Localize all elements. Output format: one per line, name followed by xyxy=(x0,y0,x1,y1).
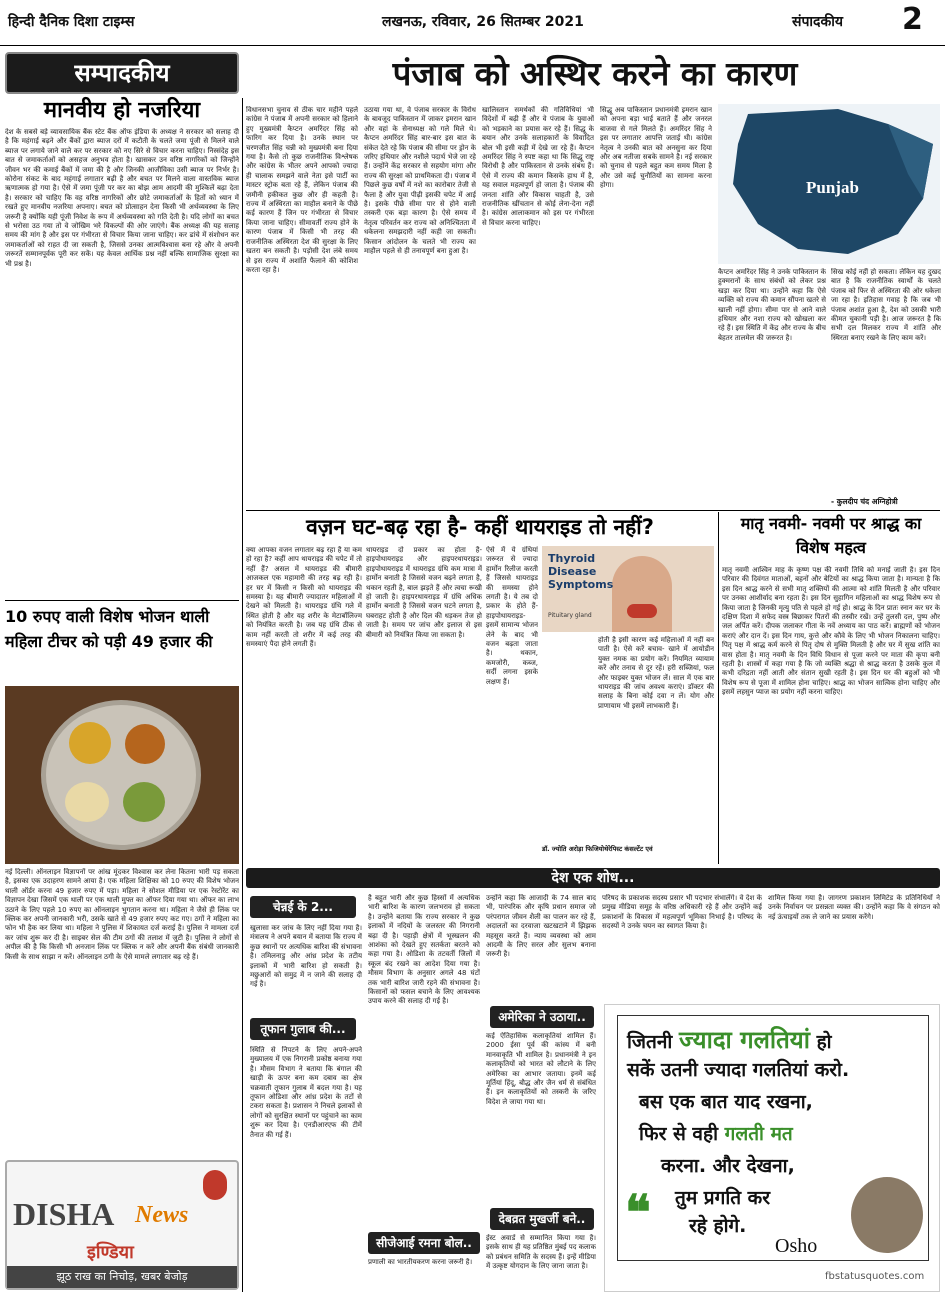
logo-main: DISHA xyxy=(13,1196,115,1232)
chennai-body: खुलासा कर जांच के लिए नहीं दिया गया है। मंत्रालय ने अपने बयान में बताया कि राज्य में कुछ स्थानों पर अत्यधिक बारिश की संभावना है। तमिलनाडु और आंध्र प्रदेश के तटीय इलाकों में भारी बारिश हो सकती है। मछुआरों को समुद्र में न जाने की सलाह दी गई है। xyxy=(250,924,362,989)
pm-body: उन्होंने कहा कि आजादी के 74 साल बाद भी, पारंपरिक और कृषि प्रधान समाज जो परंपरागत जीवन शैली का पालन कर रहे हैं, अदालतों का दरवाजा खटखटाने में झिझक महसूस करते हैं। न्याय व्यवस्था को आम आदमी के लिए सरल और सुलभ बनाना जरूरी है। xyxy=(486,894,596,959)
thyroid-col-2: थायराइड दो प्रकार का होता है- हाइपोथायराइड और हाइपरथायराइड। हाइपोथायराइड में थायराइड ग्रंथि कम मात्रा में हार्मोन बनाती है जिससे वजन बढ़ने लगता है, थकान रहती है, बाल झड़ते हैं और त्वचा रूखी हो जाती है। हाइपरथायराइड में ग्रंथि अधिक हार्मोन बनाती है जिससे वजन घटने लगता है, घबराहट होती है और दिल की धड़कन तेज हो जाती है। समय पर जांच और इलाज से इस बीमारी को नियंत्रित किया जा सकता है। xyxy=(366,546,482,639)
gulab-headline: तूफान गुलाब की... xyxy=(250,1018,356,1040)
quote-line-7: रहे होगे. xyxy=(689,1215,747,1237)
punjab-col-4: सिद्धू अब पाकिस्तान प्रधानमंत्री इमरान खान को अपना बड़ा भाई बताते हैं और जनरल बाजवा से गले मिलते हैं। अमरिंदर सिंह ने इस पर लगातार आपत्ति जताई थी। कांग्रेस नेतृत्व ने उनकी बात को अनसुना कर दिया और अब नतीजा सबके सामने है। नई सरकार को चुनाव से पहले बहुत कम समय मिला है और उसे कई चुनौतियों का सामना करना होगा। xyxy=(600,106,712,190)
quote-card xyxy=(604,1004,940,1292)
section-label: संपादकीय xyxy=(792,14,843,30)
thyroid-col-4: होती है इसी कारण कई महिलाओं में नहीं बन पाती है। ऐसे करें बचाव- खाने में आयोडीन युक्त नमक का प्रयोग करें। नियमित व्यायाम करें और तनाव से दूर रहें। हरी सब्जियां, फल और फाइबर युक्त भोजन लें। साल में एक बार थायराइड की जांच अवश्य कराएं। डॉक्टर की सलाह के बिना कोई दवा न लें। योग और प्राणायाम भी इसमें लाभकारी हैं। xyxy=(598,636,714,710)
ramana-headline: सीजेआई रमना बोल.. xyxy=(368,1232,480,1254)
punjab-map xyxy=(718,104,940,264)
rule-v-2 xyxy=(718,512,719,864)
thyroid-gland-shape xyxy=(627,604,657,618)
editorial-banner: सम्पादकीय xyxy=(5,52,239,94)
bowl-2 xyxy=(125,724,165,764)
quote-word-1c: हो xyxy=(816,1031,832,1053)
punjab-col-6: सिख कोई नहीं हो सकता। लेकिन यह दुखद बात है कि राजनीतिक स्वार्थों के चलते पंजाब को फिर से अस्थिरता की ओर धकेला जा रहा है। इतिहास गवाह है कि जब भी पंजाब अशांत हुआ है, देश को उसकी भारी कीमत चुकानी पड़ी है। आज जरूरत है कि सभी दल मिलकर राज्य में शांति और स्थिरता बनाए रखने के लिए काम करें। xyxy=(831,268,941,342)
rule-v-1 xyxy=(242,98,243,1292)
masthead xyxy=(0,0,945,46)
thyroid-headline: वज़न घट-बढ़ रहा है- कहीं थायराइड तो नहीं? xyxy=(306,515,654,539)
bowl-4 xyxy=(123,782,165,822)
thyroid-col-1: क्या आपका वजन लगातार बढ़ रहा है या कम हो रहा है? कहीं आप थायराइड की चपेट में तो नहीं हैं? असल में थायराइड की बीमारी आजकल एक महामारी की तरह बढ़ रही है। हर घर में किसी न किसी को थायराइड की समस्या है। यह बीमारी ज्यादातर महिलाओं में देखने को मिलती है। थायराइड ग्रंथि गले में स्थित होती है और यह शरीर के मेटाबॉलिज्म को नियंत्रित करती है। जब यह ग्रंथि ठीक से काम नहीं करती तो शरीर में कई तरह की समस्याएं पैदा होने लगती हैं। xyxy=(246,546,362,649)
mic-icon xyxy=(203,1170,227,1200)
quote-line-2: सकें उतनी ज्यादा गलतियां करो. xyxy=(627,1059,850,1081)
logo-brand: News xyxy=(135,1202,189,1228)
quote-author: Osho xyxy=(775,1235,818,1257)
gulab-body: स्थिति से निपटने के लिए अपने-अपने मुख्यालय में एक निगरानी प्रकोष्ठ बनाया गया है। मौसम विभाग ने बताया कि बंगाल की खाड़ी के ऊपर बना कम दबाव का क्षेत्र चक्रवाती तूफान गुलाब में बदल गया है। यह तूफान ओडिशा और आंध्र प्रदेश के तटों से टकरा सकता है। प्रशासन ने निचले इलाकों से लोगों को सुरक्षित स्थानों पर पहुंचाने का काम शुरू कर दिया है। एनडीआरएफ की टीमें तैनात की गई हैं। xyxy=(250,1046,362,1139)
navami-body: मातृ नवमी आश्विन माह के कृष्ण पक्ष की नवमी तिथि को मनाई जाती है। इस दिन परिवार की दिवंगत माताओं, बहनों और बेटियों का श्राद्ध किया जाता है। मान्यता है कि इस दिन श्राद्ध करने से सभी मातृ शक्तियों की आत्मा को शांति मिलती है और परिवार पर उनका आशीर्वाद बना रहता है। इस दिन सुहागिन महिलाओं का श्राद्ध विशेष रूप से किया जाता है जिनकी मृत्यु पति से पहले हो गई हो। श्राद्ध के दिन प्रातः स्नान कर घर के दक्षिण दिशा में सफेद वस्त्र बिछाकर पितरों की तस्वीर रखें। उन्हें तुलसी दल, पुष्प और जल अर्पित करें। दीपक जलाकर गीता के नवें अध्याय का पाठ करें। ब्राह्मणों को भोजन कराएं और दान दें। इस दिन गाय, कुत्ते और कौवे के लिए भी भोजन निकालना चाहिए। पितृ पक्ष में श्राद्ध कर्म करने से पितृ दोष से मुक्ति मिलती है और घर में सुख शांति का वास होता है। मातृ नवमी के दिन विधि विधान से पूजा करने पर माता की कृपा बनी रहती है। शास्त्रों में कहा गया है कि जो व्यक्ति श्रद्धा से श्राद्ध करता है उसके कुल में कभी दरिद्रता नहीं आती और संतान सुखी रहती है। इस दिन घर की बहुओं को भी विशेष रूप से पूजा में शामिल होना चाहिए। श्राद्ध का भोजन सात्विक होना चाहिए और इसमें लहसुन प्याज का प्रयोग नहीं करना चाहिए। xyxy=(722,566,940,697)
bowl-1 xyxy=(69,722,111,764)
logo-sub: इण्डिया xyxy=(87,1242,134,1263)
quote-word-4a: फिर से वही xyxy=(639,1123,718,1145)
logo-tagline: झूठ राख का निचोड़, खबर बेजोड़ xyxy=(7,1266,237,1288)
brief-bar xyxy=(246,868,940,888)
thyroid-image-title: Thyroid Disease Symptoms xyxy=(548,552,614,591)
brief-bar-title: देश एक शोध... xyxy=(551,870,635,886)
paper-name: हिन्दी दैनिक दिशा टाइम्स xyxy=(8,14,135,30)
punjab-col-5: कैप्टन अमरिंदर सिंह ने उनके पाकिस्तान के हुक्मरानों के साथ संबंधों को लेकर प्रश्न खड़ा कर दिया था। उन्होंने कहा कि ऐसे व्यक्ति को राज्य की कमान सौंपना खतरे से खाली नहीं होगा। सीमा पार से आने वाले हथियार और नशा राज्य को खोखला कर रहे हैं। इस स्थिति में केंद्र और राज्य के बीच बेहतर तालमेल की जरूरत है। xyxy=(718,268,826,342)
media-body: परिषद के प्रकाशक सदस्य प्रसार भी पदभार संभालेंगे। वे देश के प्रमुख मीडिया समूह के वरिष्ठ अधिकारी रहे हैं और उन्होंने कई प्रकाशनों के विकास में महत्वपूर्ण भूमिका निभाई है। परिषद के सदस्यों ने उनके चयन का स्वागत किया है। xyxy=(602,894,762,931)
ramana-body: प्रणाली का भारतीयकरण करना जरूरी है। xyxy=(368,1258,473,1266)
thali-plate-shape xyxy=(41,700,201,850)
quote-mark-icon: ❝ xyxy=(625,1187,651,1240)
bowl-3 xyxy=(65,782,109,822)
thali-headline: 10 रुपए वाली विशेष भोजन थाली महिला टीचर को पड़ी 49 हजार की xyxy=(5,607,213,651)
thali-body: नई दिल्ली। ऑनलाइन विज्ञापनों पर आंख मूंदकर विश्वास कर लेना कितना भारी पड़ सकता है, इसका एक उदाहरण सामने आया है। एक महिला शिक्षिका को 10 रुपए की विशेष भोजन थाली ऑर्डर करना 49 हजार रुपए में पड़ा। महिला ने सोशल मीडिया पर एक रेस्टोरेंट का विज्ञापन देखा जिसमें एक थाली पर एक थाली मुफ्त का ऑफर दिया गया था। ऑफर का लाभ उठाने के लिए पहले 10 रुपए का ऑनलाइन भुगतान करना था। महिला ने जैसे ही लिंक पर क्लिक कर अपनी जानकारी भरी, उसके खाते से 49 हजार रुपए कट गए। ठगों ने महिला का फोन भी हैक कर लिया था। महिला ने पुलिस में शिकायत दर्ज कराई है। पुलिस ने मामला दर्ज कर जांच शुरू कर दी है। साइबर सेल की टीम ठगों की तलाश में जुटी है। पुलिस ने लोगों से अपील की है कि किसी भी अनजान लिंक पर क्लिक न करें और अपनी बैंक संबंधी जानकारी किसी के साथ साझा न करें। ऑनलाइन ठगी के ऐसे मामले लगातार बढ़ रहे हैं। xyxy=(5,868,239,961)
punjab-col-2: उठाया गया था, वे पंजाब सरकार के विरोध के बावजूद पाकिस्तान में जाकर इमरान खान और वहां के सेनाध्यक्ष को गले मिले थे। कैप्टन अमरिंदर सिंह बार-बार इस बात के संकेत देते रहे कि पंजाब की सीमा पर ड्रोन के जरिए हथियार और नशीले पदार्थ भेजे जा रहे हैं। उन्होंने केंद्र सरकार से सहयोग मांगा और राज्य की सुरक्षा को प्राथमिकता दी। पंजाब में पिछले कुछ वर्षों में नशे का कारोबार तेजी से फैला है और युवा पीढ़ी इसकी चपेट में आई है। इसके पीछे सीमा पार से होने वाली तस्करी एक बड़ा कारण है। ऐसे समय में नेतृत्व परिवर्तन कर राज्य को अनिश्चितता में धकेलना समझदारी नहीं कही जा सकती। किसान आंदोलन के चलते भी राज्य का माहौल पहले से ही तनावपूर्ण बना हुआ है। xyxy=(364,106,476,256)
quote-word-4b: गलती मत xyxy=(724,1123,793,1145)
disha-news-logo xyxy=(5,1160,239,1290)
dateline: लखनऊ, रविवार, 26 सितम्बर 2021 xyxy=(382,14,584,30)
quote-line-6: तुम प्रगति कर xyxy=(675,1187,771,1209)
debabrata-body: ईस्ट अवार्ड से सम्मानित किया गया है। इसके साथ ही यह प्रतिष्ठित मुंबई पद कलाक को प्रबंधन समिति के सदस्य हैं। इन्हें मीडिया में उत्कृष्ट योगदान के लिए जाना जाता है। xyxy=(486,1234,596,1271)
pituitary-label: Pituitary gland xyxy=(548,612,592,619)
punjab-col-1: विधानसभा चुनाव से ठीक चार महीने पहले कांग्रेस ने पंजाब में अपनी सरकार को हिलाने हुए मुख्यमंत्री कैप्टन अमरिंदर सिंह को फारिग कर दिया है। उनके स्थान पर चरणजीत सिंह चन्नी को मुख्यमंत्री बना दिया गया है। कैसे तो कुछ राजनीतिक विश्लेषक और कांग्रेस के भीतर अपने आपको ज्यादा ही चालाक समझने वाले नेता इसे पार्टी का मास्टर स्ट्रोक बता रहे हैं, लेकिन पंजाब की जमीनी हकीकत कुछ और ही कहती है। राज्य में अस्थिरता का माहौल बनाने के पीछे कई कारण हैं जिन पर गंभीरता से विचार किया जाना चाहिए। सीमावर्ती राज्य होने के कारण पंजाब में किसी भी तरह की राजनीतिक अस्थिरता देश की सुरक्षा के लिए खतरा बन सकती है। पड़ोसी देश लंबे समय से इस राज्य में अशांति फैलाने की कोशिश करता रहा है। xyxy=(246,106,358,274)
quote-word-1b: ज्यादा गलतियां xyxy=(678,1026,810,1054)
punjab-col-3: खालिस्तान समर्थकों की गतिविधियां भी विदेशों में बढ़ी हैं और वे पंजाब के युवाओं को भड़काने का प्रयास कर रहे हैं। सिद्धू के बयान और उनके सलाहकारों के विवादित बोल भी इसी कड़ी में देखे जा रहे हैं। कैप्टन अमरिंदर सिंह ने स्पष्ट कहा था कि सिद्धू राष्ट्र विरोधी है और पाकिस्तान से उनके संबंध हैं। ऐसे में राज्य की कमान किसके हाथ में है, यह सवाल महत्वपूर्ण हो जाता है। पंजाब की जनता शांति और विकास चाहती है, उसे राजनीतिक खींचतान से कोई लेना-देना नहीं है। कांग्रेस आलाकमान को इस पर गंभीरता से विचार करना चाहिए। xyxy=(482,106,594,227)
chennai-headline: चेन्नई के 2... xyxy=(250,896,356,918)
rain-body: है बहुत भारी और कुछ हिस्सों में अत्यधिक भारी बारिश के कारण जलभराव हो सकता है। उन्होंने बताया कि राज्य सरकार ने कुछ इलाकों में नदियों के जलस्तर की निगरानी बढ़ा दी है। पहाड़ी क्षेत्रों में भूस्खलन की आशंका को देखते हुए सतर्कता बरतने को कहा गया है। ओडिशा के तटवर्ती जिलों में स्कूल बंद रखने का आदेश दिया गया है। मौसम विभाग के अनुसार अगले 48 घंटों तक भारी बारिश जारी रहने की संभावना है। किसानों को फसल बचाने के लिए आवश्यक उपाय करने की सलाह दी गई है। xyxy=(368,894,480,1006)
main-headline: पंजाब को अस्थिर करने का कारण xyxy=(392,54,798,93)
thyroid-byline: डॉ. ज्योति अरोड़ा फिजियोथेरेपिस्ट कंसल्टेंट एवं xyxy=(542,845,653,853)
quote-word-1a: जितनी xyxy=(627,1031,673,1053)
rule-h-1 xyxy=(5,600,239,601)
osho-portrait xyxy=(851,1177,923,1253)
thyroid-image xyxy=(542,546,714,632)
quote-line-5: करना. और देखना, xyxy=(661,1155,795,1177)
editorial-title: मानवीय हो नजरिया xyxy=(43,98,201,123)
thyroid-col-3: ऐसे में ये ग्रंथियां जरूरत से ज्यादा हार्मोन रिलीज करती हैं जिससे थायराइड की समस्या होने लगती है। ये तब दो प्रकार के होते हैं- हाइपोथायराइड- इसमें सामान्य भोजन लेने के बाद भी वजन बढ़ता जाता है। थकान, कमजोरी, कब्ज, सर्दी लगना इसके लक्षण हैं। xyxy=(486,546,538,686)
rule-h-2 xyxy=(246,510,940,511)
punjab-byline: - कुलदीप चंद अग्निहोत्री xyxy=(831,497,898,506)
america-headline: अमेरिका ने उठाया.. xyxy=(490,1006,594,1028)
america-body: कई ऐतिहासिक कलाकृतियां शामिल हैं। 2000 ईसा पूर्व की कांस्य में बनी मानवाकृति भी शामिल है। प्रधानमंत्री ने इन कलाकृतियों को भारत को लौटाने के लिए अमेरिका का आभार जताया। इनमें कई मूर्तियां हिंदू, बौद्ध और जैन धर्म से संबंधित हैं। इन कलाकृतियों को तस्करी के जरिए विदेश ले जाया गया था। xyxy=(486,1032,596,1106)
quote-line-3: बस एक बात याद रखना, xyxy=(639,1091,813,1113)
map-label: Punjab xyxy=(806,178,859,197)
page-number: 2 xyxy=(902,2,923,37)
sharma-body: शामिल किया गया है। जागरण प्रकाशन लिमिटेड के प्रतिनिधियों ने उनके निर्वाचन पर प्रसन्नता व्यक्त की। उन्होंने कहा कि वे संगठन को नई ऊंचाइयों तक ले जाने का प्रयास करेंगे। xyxy=(768,894,940,921)
quote-site: fbstatusquotes.com xyxy=(825,1271,925,1282)
quote-line-1 xyxy=(627,1027,927,1055)
navami-headline: मातृ नवमी- नवमी पर श्राद्ध का विशेष महत्व xyxy=(740,514,922,557)
quote-line-4 xyxy=(639,1121,929,1147)
thali-photo xyxy=(5,686,239,864)
editorial-body: देश के सबसे बड़े व्यावसायिक बैंक स्टेट बैंक ऑफ इंडिया के अध्यक्ष ने सरकार को सलाह दी है कि महंगाई बढ़ने और बैंकों द्वारा ब्याज दरों में कटौती के चलते जमा पूंजी से मिलने वाले ब्याज पर लगाये जाने वाले कर पर सरकार को नए सिरे से विचार करना चाहिए। निस्संदेह इस बात से जमाकर्ताओं को असहज अनुभव होता है। खासकर उन वरिष्ठ नागरिकों को जिन्होंने जीवन भर की कमाई बैंकों में जमा की है और जिनकी आजीविका उसी ब्याज पर निर्भर है। कोरोना संकट के बाद महंगाई लगातार बढ़ी है और बचत पर मिलने वाला वास्तविक ब्याज ऋणात्मक हो गया है। ऐसे में जमा पूंजी पर कर का बोझ आम आदमी की मुश्किलें बढ़ा देता है। सरकार को चाहिए कि वह वरिष्ठ नागरिकों और छोटे जमाकर्ताओं के हितों को ध्यान में रखते हुए मानवीय नजरिया अपनाए। बचत को प्रोत्साहन देना किसी भी अर्थव्यवस्था के लिए जरूरी है क्योंकि यही पूंजी निवेश के रूप में अर्थव्यवस्था को गति देती है। यदि लोगों का बचत से भरोसा उठ गया तो वे जोखिम भरे विकल्पों की ओर जाएंगे। बैंक अध्यक्ष की यह सलाह समय की मांग है और इस पर गंभीरता से विचार किया जाना चाहिए। कर ढांचे में संशोधन कर जमाकर्ताओं को राहत दी जा सकती है, जिससे उनका आत्मविश्वास बना रहे और वे अपनी जरूरतें सम्मानपूर्वक पूरी कर सकें। यह केवल आर्थिक प्रश्न नहीं बल्कि सामाजिक सुरक्षा का भी प्रश्न है। xyxy=(5,128,239,268)
debabrata-headline: देबव्रत मुखर्जी बने.. xyxy=(490,1208,594,1230)
